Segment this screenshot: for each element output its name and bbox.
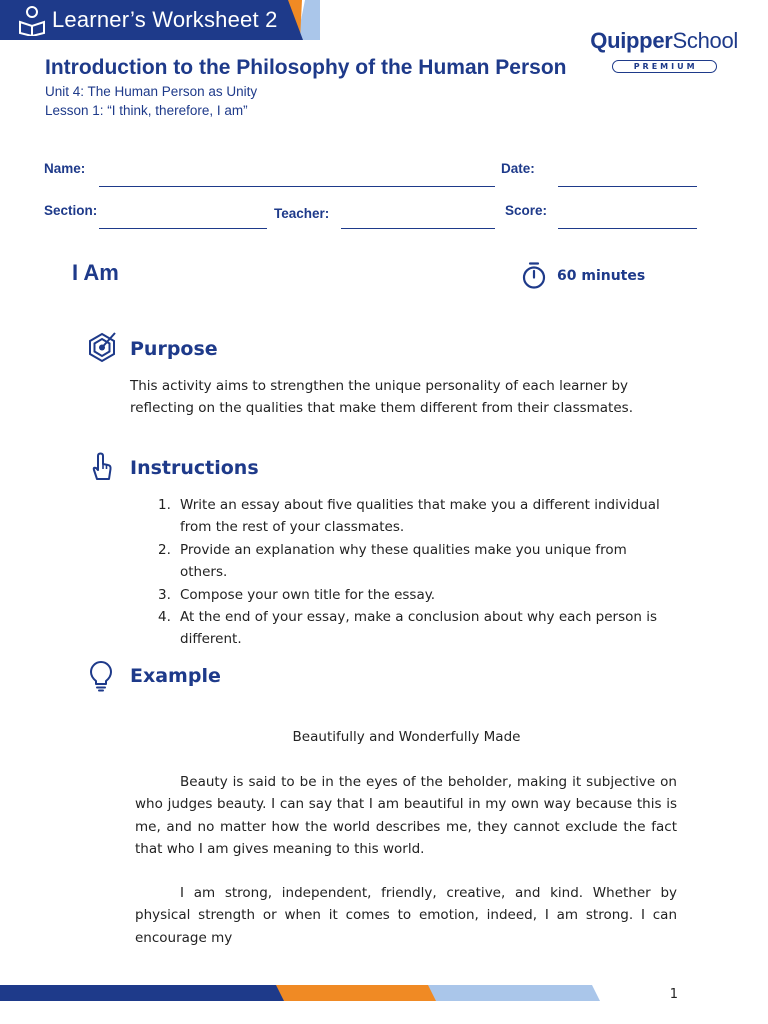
list-item xyxy=(158,606,678,651)
unit-subtitle: Unit 4: The Human Person as Unity xyxy=(45,84,258,99)
lightbulb-icon xyxy=(86,660,116,692)
list-item xyxy=(158,539,678,584)
list-item-text: At the end of your essay, make a conclusion about why each person is different. xyxy=(180,609,658,648)
document-title: Introduction to the Philosophy of the Human Person xyxy=(45,56,567,79)
teacher-label: Teacher: xyxy=(274,206,330,221)
list-item-text: Provide an explanation why these qualities make you unique from others. xyxy=(180,541,627,581)
example-heading: Example xyxy=(130,665,221,687)
teacher-field[interactable] xyxy=(341,228,495,229)
activity-title: I Am xyxy=(72,260,119,285)
reader-book-icon xyxy=(16,4,48,36)
list-item-number: 3. xyxy=(158,586,171,603)
name-label: Name: xyxy=(44,161,86,176)
activity-duration: 60 minutes xyxy=(557,268,646,284)
footer-stripe xyxy=(0,985,600,1001)
purpose-heading: Purpose xyxy=(130,338,218,360)
date-label: Date: xyxy=(501,161,535,176)
list-item xyxy=(158,584,678,606)
brand-name-bold: Quipper xyxy=(590,28,673,53)
score-field[interactable] xyxy=(558,228,697,229)
score-label: Score: xyxy=(505,203,548,218)
section-field[interactable] xyxy=(99,228,267,229)
instructions-list xyxy=(158,494,678,651)
brand-name-regular: School xyxy=(672,28,738,53)
list-item-number: 1. xyxy=(158,497,171,513)
purpose-text: This activity aims to strengthen the unique personality of each learner by reflecting on the qualities that make them different from their classmates. xyxy=(130,378,633,416)
quipper-school-logo xyxy=(590,28,738,73)
target-icon xyxy=(87,331,117,363)
name-field[interactable] xyxy=(99,186,495,187)
premium-badge: PREMIUM xyxy=(612,60,717,73)
list-item-number: 2. xyxy=(158,541,171,558)
page-number: 1 xyxy=(669,987,678,1002)
worksheet-label: Learner’s Worksheet 2 xyxy=(52,7,278,32)
essay-paragraph-2: I am strong, independent, friendly, creative, and kind. Whether by physical strength or when it comes to emotion, indeed, I am strong. I can encourage my xyxy=(135,885,677,946)
list-item xyxy=(158,494,678,539)
instructions-heading: Instructions xyxy=(130,457,259,479)
list-item-number: 4. xyxy=(158,609,171,626)
section-label: Section: xyxy=(44,203,98,218)
list-item-text: Compose your own title for the essay. xyxy=(180,586,436,603)
lesson-subtitle: Lesson 1: “I think, therefore, I am” xyxy=(45,103,248,118)
pointing-hand-icon xyxy=(86,451,116,483)
stopwatch-icon xyxy=(521,262,547,290)
essay-paragraph-1: Beauty is said to be in the eyes of the beholder, making it subjective on who judges beauty. I can say that I am beautiful in my own way because this is me, and no matter how the world describes me, they cannot exclude the fact that who I am gives meaning to this world. xyxy=(135,774,677,858)
list-item-text: Write an essay about five qualities that make you a different individual from the rest of your classmates. xyxy=(180,497,660,536)
date-field[interactable] xyxy=(558,186,697,187)
essay-title: Beautifully and Wonderfully Made xyxy=(292,729,521,745)
